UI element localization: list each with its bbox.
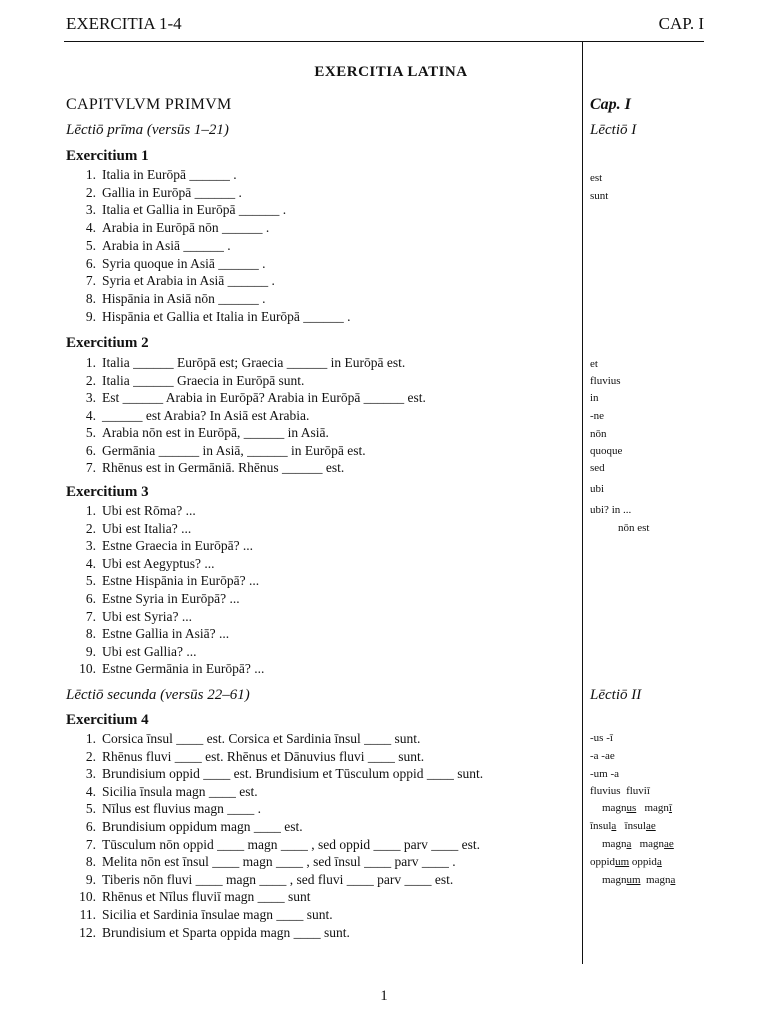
- ending: um: [626, 874, 641, 886]
- item-number: 9.: [85, 871, 96, 887]
- exercise-item: [66, 572, 259, 589]
- column-rule: [582, 42, 583, 964]
- sidebar-vocab: nōn est: [618, 522, 650, 534]
- exercise-item: [66, 765, 483, 782]
- exercise-item: [66, 783, 258, 800]
- exercise-item: [66, 836, 480, 853]
- item-number: 9.: [85, 643, 96, 659]
- sidebar-vocab: fluvius: [590, 375, 621, 387]
- exercise-item: [66, 730, 420, 747]
- item-text: Germānia ______ in Asiā, ______ in Eurōpā est.: [102, 442, 366, 458]
- item-number: 3.: [85, 766, 96, 782]
- item-text: Corsica īnsul ____ est. Corsica et Sardinia īnsul ____ sunt.: [102, 731, 421, 746]
- stem: īnsul: [624, 820, 646, 832]
- ending: a: [656, 856, 662, 868]
- stem: magn: [602, 874, 627, 886]
- item-text: Ubi est Italia? ...: [102, 520, 192, 536]
- item-number: 7.: [85, 460, 96, 475]
- exercise-item: [66, 389, 426, 406]
- item-number: 7.: [85, 836, 96, 852]
- header-right: CAP. I: [658, 14, 704, 33]
- item-text: Estne Gallia in Asiā? ...: [102, 626, 230, 642]
- exercise-item: [66, 255, 266, 272]
- item-text: Brundisium et Sparta oppida magn ____ sunt.: [102, 924, 350, 940]
- exercise-item: [66, 308, 351, 325]
- item-number: 1.: [85, 731, 96, 746]
- item-number: 7.: [85, 608, 96, 624]
- item-number: 4.: [85, 783, 96, 799]
- item-text: Brundisium oppid ____ est. Brundisium et Tūsculum oppid ____ sunt.: [102, 766, 484, 782]
- page-number: 1: [380, 988, 388, 1004]
- item-text: Ubi est Aegyptus? ...: [102, 555, 215, 571]
- exercise-item: [66, 201, 286, 218]
- item-text: Arabia in Asiā ______ .: [102, 237, 231, 253]
- exercise-item: [66, 748, 424, 765]
- stem: magn: [639, 838, 665, 850]
- item-number: 5.: [85, 425, 96, 440]
- item-number: 3.: [85, 538, 96, 554]
- ending: us: [626, 802, 637, 814]
- exercise-item: [66, 660, 264, 677]
- exercitium-3-title: Exercitium 3: [66, 484, 149, 500]
- exercise-item: [66, 924, 350, 941]
- item-number: 1.: [85, 355, 96, 370]
- item-number: 2.: [85, 520, 96, 536]
- exercise-item: [66, 555, 215, 572]
- stem: oppid: [590, 856, 616, 868]
- item-number: 3.: [85, 390, 96, 405]
- header-left: EXERCITIA 1-4: [66, 14, 182, 33]
- exercise-item: [66, 459, 344, 476]
- sidebar-vocab: -ne: [590, 410, 605, 422]
- item-text: Sicilia et Sardinia īnsulae magn ____ sunt.: [102, 907, 333, 922]
- chapter-title: CAPITVLVM PRIMVM: [66, 96, 232, 113]
- item-number: 2.: [85, 184, 96, 200]
- exercitium-4-title: Exercitium 4: [66, 712, 149, 728]
- stem: magn: [602, 838, 627, 850]
- item-number: 6.: [85, 442, 96, 458]
- sidebar-insula: [590, 820, 656, 832]
- item-number: 8.: [85, 290, 96, 306]
- item-text: Ubi est Syria? ...: [102, 608, 192, 624]
- sidebar-endings: -um -a: [590, 768, 620, 780]
- exercise-item: [66, 520, 191, 537]
- sidebar-vocab: ubi? in ...: [590, 504, 632, 516]
- item-text: Gallia in Eurōpā ______ .: [102, 184, 242, 200]
- sidebar-vocab: sed: [590, 462, 605, 474]
- lectio-secunda-heading: Lēctiō secunda (versūs 22–61): [66, 687, 250, 703]
- sidebar-vocab: est: [590, 172, 603, 184]
- item-text: Rhēnus est in Germāniā. Rhēnus ______ est.: [102, 460, 345, 475]
- item-text: Rhēnus fluvi ____ est. Rhēnus et Dānuvius fluvi ____ sunt.: [102, 748, 425, 764]
- item-number: 1.: [85, 503, 96, 518]
- exercise-item: [66, 906, 333, 923]
- item-text: Ubi est Rōma? ...: [102, 503, 196, 518]
- exercise-item: [66, 853, 456, 870]
- item-text: Rhēnus et Nīlus fluviī magn ____ sunt: [102, 889, 311, 905]
- exercise-item: [66, 237, 231, 254]
- item-text: Estne Syria in Eurōpā? ...: [102, 591, 240, 606]
- sidebar-fluvius: [590, 785, 650, 797]
- item-number: 6.: [85, 819, 96, 834]
- header-rule: [64, 41, 704, 42]
- item-number: 10.: [79, 661, 96, 677]
- exercise-item: [66, 424, 329, 441]
- exercise-item: [66, 888, 311, 905]
- ending: a: [626, 838, 632, 850]
- item-number: 6.: [85, 591, 96, 606]
- ending: um: [615, 856, 630, 868]
- item-number: 6.: [85, 255, 96, 271]
- exercitium-2-title: Exercitium 2: [66, 335, 149, 351]
- exercise-item: [66, 590, 240, 607]
- item-text: Estne Germānia in Eurōpā? ...: [102, 661, 265, 677]
- exercise-item: [66, 502, 196, 519]
- exercise-item: [66, 272, 275, 289]
- sidebar-endings: -a -ae: [590, 750, 615, 762]
- sidebar-lectio-2: Lēctiō II: [590, 687, 642, 703]
- exercise-item: [66, 372, 304, 389]
- item-text: Hispānia et Gallia et Italia in Eurōpā ______ .: [102, 308, 351, 324]
- item-text: Arabia nōn est in Eurōpā, ______ in Asiā.: [102, 425, 329, 440]
- item-number: 4.: [85, 220, 96, 236]
- exercise-item: [66, 407, 309, 424]
- sidebar-vocab: ubi: [590, 483, 605, 495]
- item-text: Brundisium oppidum magn ____ est.: [102, 819, 303, 834]
- exercise-item: [66, 166, 237, 183]
- item-number: 11.: [79, 907, 96, 922]
- item-number: 4.: [85, 555, 96, 571]
- item-number: 5.: [85, 237, 96, 253]
- item-text: Melita nōn est īnsul ____ magn ____ , sed īnsul ____ parv ____ .: [102, 854, 456, 870]
- word: fluvius: [590, 785, 621, 797]
- item-text: Estne Graecia in Eurōpā? ...: [102, 538, 254, 554]
- stem: magn: [646, 874, 671, 886]
- item-number: 12.: [79, 924, 96, 940]
- item-text: Est ______ Arabia in Eurōpā? Arabia in Eurōpā ______ est.: [102, 390, 426, 405]
- sidebar-vocab: et: [590, 358, 598, 370]
- item-number: 4.: [85, 407, 96, 423]
- item-number: 1.: [85, 167, 96, 182]
- ending: ī: [668, 802, 672, 814]
- item-number: 7.: [85, 273, 96, 289]
- item-number: 2.: [85, 748, 96, 764]
- exercise-item: [66, 625, 229, 642]
- item-number: 9.: [85, 308, 96, 324]
- exercise-item: [66, 537, 253, 554]
- item-text: Ubi est Gallia? ...: [102, 643, 197, 659]
- sidebar-vocab: nōn: [590, 428, 607, 440]
- sidebar-magna: [602, 838, 674, 850]
- exercise-item: [66, 608, 192, 625]
- sidebar-lectio-1: Lēctiō I: [590, 122, 637, 138]
- page-title: EXERCITIA LATINA: [314, 64, 468, 80]
- lectio-prima-heading: Lēctiō prīma (versūs 1–21): [66, 122, 229, 138]
- exercise-item: [66, 800, 261, 817]
- item-number: 3.: [85, 202, 96, 218]
- exercise-item: [66, 219, 269, 236]
- item-number: 8.: [85, 626, 96, 642]
- sidebar-vocab: quoque: [590, 445, 623, 457]
- item-text: Italia et Gallia in Eurōpā ______ .: [102, 202, 287, 218]
- item-text: Nīlus est fluvius magn ____ .: [102, 801, 261, 817]
- stem: magn: [644, 802, 669, 814]
- exercise-item: [66, 818, 303, 835]
- item-number: 5.: [85, 801, 96, 817]
- item-text: Italia ______ Graecia in Eurōpā sunt.: [102, 372, 305, 388]
- exercise-item: [66, 871, 453, 888]
- item-number: 10.: [79, 889, 96, 905]
- ending: ae: [664, 838, 674, 850]
- exercise-item: [66, 354, 405, 371]
- sidebar-magnum: [602, 874, 675, 886]
- item-text: Tiberis nōn fluvi ____ magn ____ , sed fluvi ____ parv ____ est.: [102, 871, 454, 887]
- item-number: 2.: [85, 372, 96, 388]
- item-text: Sicilia īnsula magn ____ est.: [102, 783, 258, 799]
- ending: a: [670, 874, 676, 886]
- item-text: Arabia in Eurōpā nōn ______ .: [102, 220, 270, 236]
- sidebar-endings: -us -ī: [590, 732, 613, 744]
- exercise-item: [66, 184, 242, 201]
- sidebar-vocab: sunt: [590, 190, 609, 202]
- word: fluviī: [626, 785, 650, 797]
- item-text: Italia ______ Eurōpā est; Graecia ______ in Eurōpā est.: [102, 355, 406, 370]
- stem: īnsul: [590, 820, 612, 832]
- item-text: Italia in Eurōpā ______ .: [102, 167, 237, 182]
- stem: oppid: [631, 856, 657, 868]
- item-text: Syria quoque in Asiā ______ .: [102, 255, 266, 271]
- item-text: Estne Hispānia in Eurōpā? ...: [102, 573, 260, 589]
- item-number: 5.: [85, 573, 96, 589]
- exercise-item: [66, 290, 266, 307]
- stem: magn: [602, 802, 627, 814]
- sidebar-oppidum: [590, 856, 662, 868]
- item-text: Hispānia in Asiā nōn ______ .: [102, 290, 266, 306]
- ending: a: [611, 820, 617, 832]
- sidebar-chapter: Cap. I: [590, 96, 631, 113]
- exercise-item: [66, 442, 366, 459]
- item-text: ______ est Arabia? In Asiā est Arabia.: [102, 407, 310, 423]
- ending: ae: [645, 820, 656, 832]
- sidebar-vocab: in: [590, 392, 599, 404]
- item-number: 8.: [85, 854, 96, 870]
- sidebar-magnus: [602, 802, 672, 814]
- item-text: Syria et Arabia in Asiā ______ .: [102, 273, 275, 289]
- exercitium-1-title: Exercitium 1: [66, 148, 149, 164]
- exercise-item: [66, 643, 196, 660]
- item-text: Tūsculum nōn oppid ____ magn ____ , sed oppid ____ parv ____ est.: [102, 836, 480, 852]
